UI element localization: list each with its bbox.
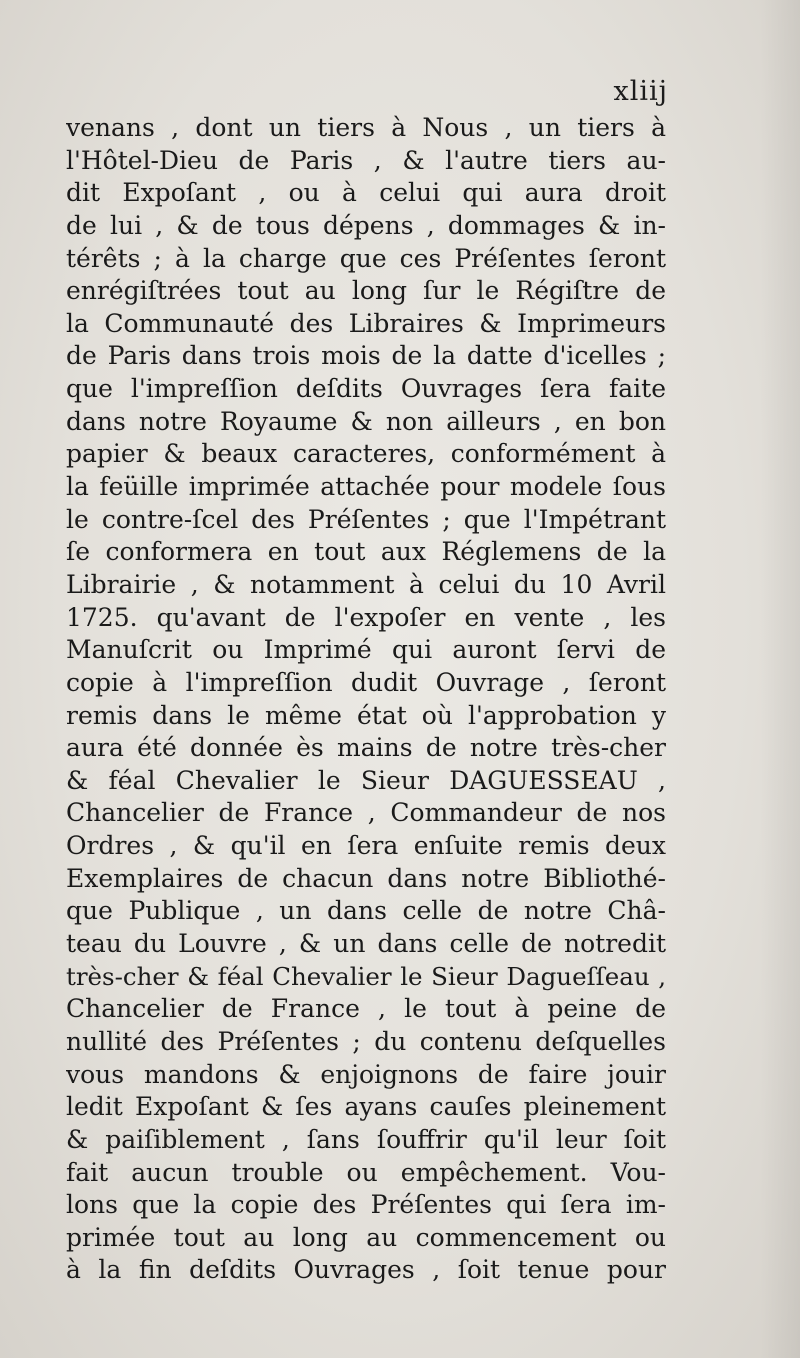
- text-line: dit Expoſant , ou à celui qui aura droit: [66, 178, 666, 208]
- text-line: vous mandons & enjoignons de faire jouir: [66, 1059, 666, 1089]
- text-line: aura été donnée ès mains de notre très-cher: [66, 733, 666, 763]
- text-line: Librairie , & notamment à celui du 10 Avril: [66, 569, 666, 599]
- body-text: [66, 112, 666, 1287]
- text-line: ledit Expoſant & ſes ayans cauſes pleinement: [66, 1092, 666, 1122]
- text-line: Chancelier de France , Commandeur de nos: [66, 798, 666, 828]
- text-line: très-cher & féal Chevalier le Sieur Dagueſſeau ,: [66, 961, 666, 991]
- text-line: papier & beaux caracteres, conformément à: [66, 439, 666, 469]
- page-number: xliij: [613, 76, 668, 107]
- text-line: & féal Chevalier le Sieur DAGUESSEAU ,: [66, 765, 666, 795]
- text-line: 1725. qu'avant de l'expoſer en vente , les: [66, 602, 666, 632]
- text-line: de lui , & de tous dépens , dommages & in-: [66, 210, 666, 240]
- text-line: ſe conformera en tout aux Réglemens de la: [66, 537, 666, 567]
- page-edge-shadow: [760, 0, 800, 1358]
- text-line: la Communauté des Libraires & Imprimeurs: [66, 308, 666, 338]
- text-line: nullité des Préſentes ; du contenu deſquelles: [66, 1026, 666, 1056]
- text-line: à la fin deſdits Ouvrages , ſoit tenue pour: [66, 1255, 666, 1285]
- text-line: que Publique , un dans celle de notre Châ-: [66, 896, 666, 926]
- text-line: primée tout au long au commencement ou: [66, 1222, 666, 1252]
- text-line: venans , dont un tiers à Nous , un tiers à: [66, 113, 666, 142]
- text-line: fait aucun trouble ou empêchement. Vou-: [66, 1157, 666, 1187]
- text-line: & paiſiblement , ſans ſouffrir qu'il leur ſoit: [66, 1124, 666, 1154]
- text-line: remis dans le même état où l'approbation y: [66, 700, 666, 730]
- text-line: l'Hôtel-Dieu de Paris , & l'autre tiers au-: [66, 145, 666, 175]
- text-line: que l'impreſſion deſdits Ouvrages ſera faite: [66, 374, 666, 404]
- text-line: copie à l'impreſſion dudit Ouvrage , ſeront: [66, 667, 666, 697]
- text-line: Manuſcrit ou Imprimé qui auront ſervi de: [66, 635, 666, 665]
- text-line: lons que la copie des Préſentes qui ſera im-: [66, 1190, 666, 1220]
- text-line: la feüille imprimée attachée pour modele ſous: [66, 472, 666, 502]
- text-line: teau du Louvre , & un dans celle de notredit: [66, 929, 666, 959]
- text-line: le contre-ſcel des Préſentes ; que l'Impétrant: [66, 504, 666, 534]
- text-line: Chancelier de France , le tout à peine de: [66, 994, 666, 1024]
- text-line: dans notre Royaume & non ailleurs , en bon: [66, 406, 666, 436]
- text-line: térêts ; à la charge que ces Préſentes ſeront: [66, 243, 666, 273]
- text-line: Exemplaires de chacun dans notre Bibliothé-: [66, 863, 666, 893]
- text-line: enrégiſtrées tout au long ſur le Régiſtre de: [66, 276, 666, 306]
- text-line: de Paris dans trois mois de la datte d'icelles ;: [66, 341, 666, 371]
- text-line: Ordres , & qu'il en ſera enſuite remis deux: [66, 831, 666, 861]
